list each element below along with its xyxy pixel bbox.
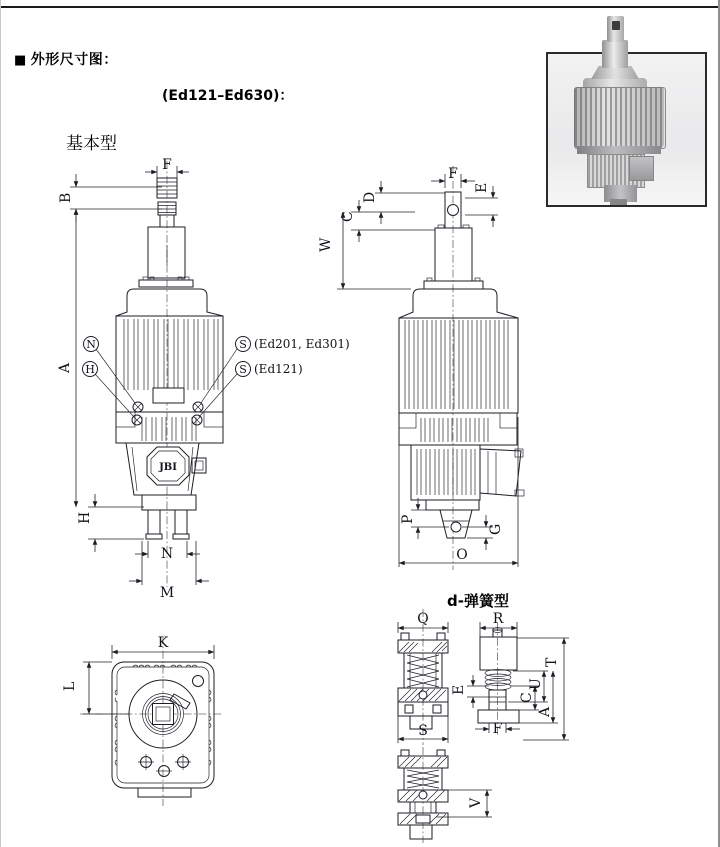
photo-shaft xyxy=(602,40,628,68)
dim-D: D xyxy=(362,191,378,203)
brand-badge-text: JBI xyxy=(159,462,177,473)
dim-B: B xyxy=(58,192,74,203)
dim-A: A xyxy=(57,362,73,373)
dim-L: L xyxy=(62,681,78,691)
dim-W: W xyxy=(318,237,334,252)
spring-centerlines xyxy=(423,609,498,843)
photo-mid-band xyxy=(577,146,661,154)
front-view-drawing xyxy=(40,155,350,605)
side-view-drawing xyxy=(315,162,530,577)
callout-S1: S xyxy=(239,338,247,351)
callout-S1-note: (Ed201, Ed301) xyxy=(254,337,350,351)
dim-R: R xyxy=(492,611,504,627)
callout-S2: S xyxy=(239,363,247,376)
page-left-rule xyxy=(0,0,1,847)
callout-N: N xyxy=(86,338,96,351)
top-dimensions xyxy=(62,635,214,714)
dim-U: U xyxy=(528,678,544,690)
basic-type-label: 基本型 xyxy=(66,134,117,154)
front-outline xyxy=(116,178,223,539)
page-top-rule xyxy=(0,6,720,8)
section-title: 外形尺寸图： xyxy=(30,52,118,68)
front-callouts xyxy=(83,337,350,418)
spring-type-title: d-弹簧型 xyxy=(447,592,509,610)
photo-foot xyxy=(610,199,627,205)
dim-C-side: C xyxy=(340,211,356,222)
photo-body-shading xyxy=(574,87,664,147)
photo-dome xyxy=(583,78,647,87)
spring-side-figure xyxy=(478,628,519,724)
dim-F-spring: F xyxy=(492,721,503,737)
section-heading xyxy=(14,49,118,69)
top-view-drawing xyxy=(50,628,230,820)
photo-rod-hole xyxy=(612,21,620,30)
callout-S2-note: (Ed121) xyxy=(254,362,303,376)
dim-E-side: E xyxy=(474,182,490,193)
dim-E-spring: E xyxy=(451,684,467,695)
spring-type-drawing xyxy=(383,585,593,847)
dim-S: S xyxy=(418,723,428,739)
side-outline xyxy=(399,192,524,538)
spring-dimensions xyxy=(398,611,569,817)
dim-F-side: F xyxy=(448,166,458,182)
photo-terminal-box xyxy=(629,156,654,181)
dim-K: K xyxy=(157,635,169,651)
dim-G: G xyxy=(488,523,504,535)
dim-N: N xyxy=(160,546,174,562)
model-range-label: (Ed121–Ed630)： xyxy=(162,88,294,104)
dim-Q: Q xyxy=(417,611,429,627)
section-bullet-icon: ■ xyxy=(14,53,27,68)
dim-V: V xyxy=(468,797,484,808)
dim-O: O xyxy=(456,547,468,563)
dim-A-spring: A xyxy=(537,706,553,717)
dim-C-spring: C xyxy=(519,692,535,703)
callout-H: H xyxy=(85,363,95,376)
dim-P: P xyxy=(400,514,416,524)
dim-M: M xyxy=(159,585,175,601)
dim-H: H xyxy=(77,511,93,524)
dim-T: T xyxy=(544,657,560,667)
dim-F: F xyxy=(162,157,172,173)
